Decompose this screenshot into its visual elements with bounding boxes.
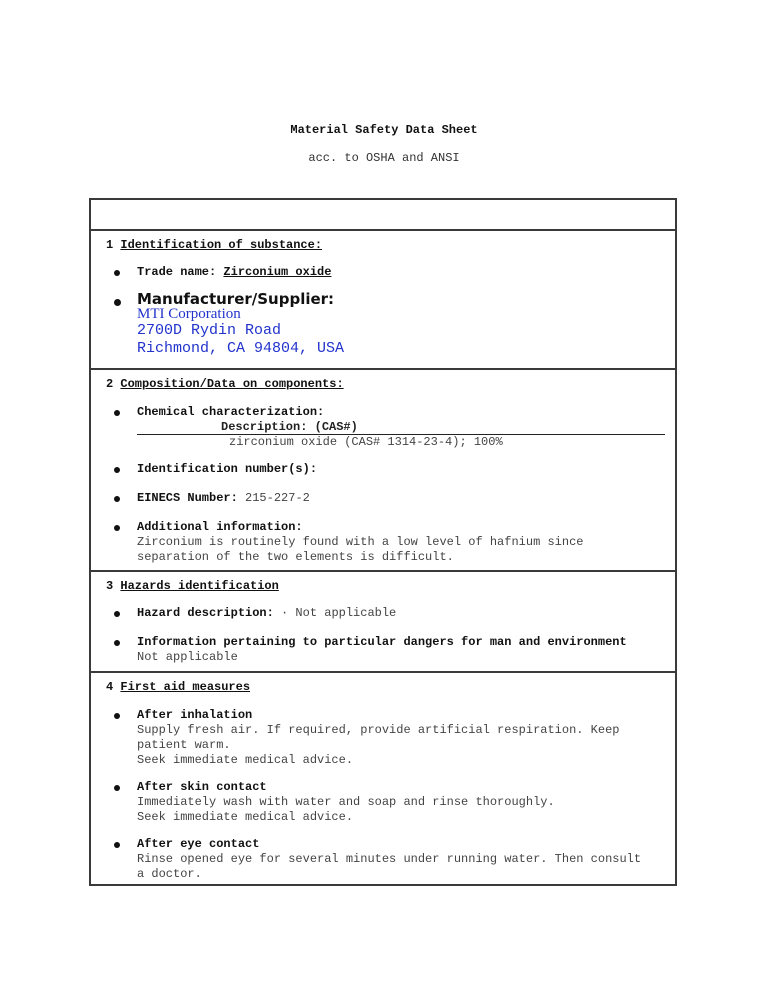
einecs-value: 215-227-2 xyxy=(245,491,310,505)
inhalation-text-line: Seek immediate medical advice. xyxy=(137,753,354,767)
eye-contact-item xyxy=(137,837,667,882)
eye-text-line: a doctor. xyxy=(137,867,202,881)
divider xyxy=(91,368,675,370)
company-name: MTI Corporation xyxy=(137,306,241,322)
einecs-label: EINECS Number: xyxy=(137,491,238,505)
einecs-item xyxy=(137,491,667,506)
additional-info-item xyxy=(137,520,667,565)
chem-label: Chemical characterization: xyxy=(137,405,325,419)
eye-text-line: Rinse opened eye for several minutes under running water. Then consult xyxy=(137,852,642,866)
bullet-icon xyxy=(114,270,120,276)
identification-label: Identification number(s): xyxy=(137,462,318,476)
document-subtitle: acc. to OSHA and ANSI xyxy=(308,151,460,165)
bullet-icon xyxy=(114,842,120,848)
address-line-1: 2700D Rydin Road xyxy=(137,322,282,339)
section-2-heading xyxy=(106,377,344,391)
hazard-label: Hazard description: xyxy=(137,606,274,620)
section-3-heading xyxy=(106,579,279,593)
bullet-icon xyxy=(114,410,120,416)
additional-text-line: Zirconium is routinely found with a low level of hafnium since xyxy=(137,535,584,549)
trade-name-value: Zirconium oxide xyxy=(223,265,332,279)
bullet-icon xyxy=(114,299,121,306)
bullet-icon xyxy=(114,525,120,531)
skin-text-line: Immediately wash with water and soap and rinse thoroughly. xyxy=(137,795,555,809)
section-number: 4 xyxy=(106,680,114,694)
skin-label: After skin contact xyxy=(137,780,267,794)
eye-label: After eye contact xyxy=(137,837,260,851)
section-number: 2 xyxy=(106,377,114,391)
section-number: 1 xyxy=(106,238,114,252)
bullet-icon xyxy=(114,640,120,646)
manufacturer-item xyxy=(137,292,667,358)
dangers-value: Not applicable xyxy=(137,650,238,664)
section-title: Composition/Data on components: xyxy=(120,377,344,391)
address-line-2: Richmond, CA 94804, USA xyxy=(137,340,345,357)
dangers-info-item xyxy=(137,635,667,665)
bullet-icon xyxy=(114,467,120,473)
section-title: Hazards identification xyxy=(120,579,279,593)
divider xyxy=(91,570,675,572)
bullet-icon xyxy=(114,611,120,617)
inhalation-text-line: patient warm. xyxy=(137,738,231,752)
trade-name-item xyxy=(137,265,667,280)
section-4-heading xyxy=(106,680,250,694)
hazard-value: · Not applicable xyxy=(281,606,397,620)
document-title: Material Safety Data Sheet xyxy=(290,123,478,137)
description-header: Description: (CAS#) xyxy=(137,420,665,435)
bullet-icon xyxy=(114,713,120,719)
trade-name-label: Trade name: xyxy=(137,265,217,279)
section-title: Identification of substance: xyxy=(120,238,323,252)
inhalation-item xyxy=(137,708,667,768)
skin-contact-item xyxy=(137,780,667,825)
additional-text-line: separation of the two elements is difficult. xyxy=(137,550,454,564)
dangers-label: Information pertaining to particular dangers for man and environment xyxy=(137,635,627,649)
divider xyxy=(91,671,675,673)
bullet-icon xyxy=(114,496,120,502)
inhalation-label: After inhalation xyxy=(137,708,253,722)
msds-frame xyxy=(89,198,677,886)
hazard-description-item xyxy=(137,606,667,621)
section-title: First aid measures xyxy=(120,680,251,694)
bullet-icon xyxy=(114,785,120,791)
skin-text-line: Seek immediate medical advice. xyxy=(137,810,354,824)
inhalation-text-line: Supply fresh air. If required, provide artificial respiration. Keep xyxy=(137,723,620,737)
section-number: 3 xyxy=(106,579,114,593)
identification-item xyxy=(137,462,667,477)
section-1-heading xyxy=(106,238,322,252)
manufacturer-label: Manufacturer/Supplier: xyxy=(137,290,335,308)
divider xyxy=(91,229,675,231)
additional-label: Additional information: xyxy=(137,520,303,534)
chem-characterization-item xyxy=(137,405,667,420)
description-value: zirconium oxide (CAS# 1314-23-4); 100% xyxy=(229,435,503,449)
